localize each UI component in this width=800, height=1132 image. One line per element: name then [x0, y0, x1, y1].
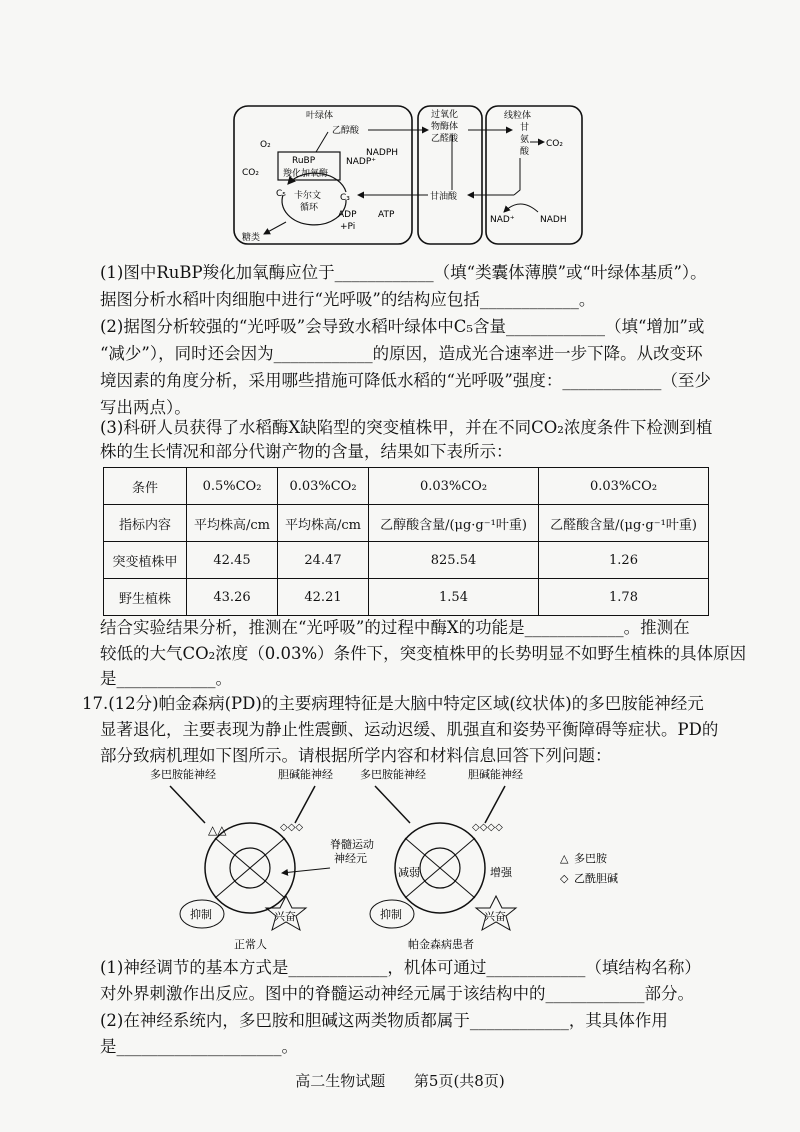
ach-neuron-label: 胆碱能神经 [278, 768, 333, 781]
q17-line-6: (2)在神经系统内，多巴胺和胆碱这两类物质都属于____________，其具体作用 [100, 1011, 668, 1030]
q17-line-4: (1)神经调节的基本方式是____________，机体可通过____________（填结构名称） [100, 958, 701, 977]
table-cell: 乙醇酸含量/(μg·g⁻¹叶重) [369, 505, 539, 542]
table-row [104, 505, 709, 542]
q16-line-7: (3)科研人员获得了水稻酶X缺陷型的突变植株甲，并在不同CO₂浓度条件下检测到植 [100, 418, 713, 437]
glycine-label-2: 氨 [520, 135, 530, 145]
table-row [104, 542, 709, 579]
q16-line-11: 是____________。 [100, 669, 232, 688]
parkinson-diagram [150, 768, 650, 954]
q17-line-2: 显著退化，主要表现为静止性震颤、运动迟缓、肌强直和姿势平衡障碍等症状。PD的 [100, 720, 719, 739]
glycerate-label: 甘油酸 [430, 192, 458, 202]
da-neuron-label: 多巴胺能神经 [150, 768, 216, 781]
co2-label: CO₂ [242, 168, 259, 178]
da-neuron-label-2: 多巴胺能神经 [360, 768, 426, 781]
table-row [104, 468, 709, 505]
table-cell: 指标内容 [104, 505, 187, 542]
q17-line-1: 17.(12分)帕金森病(PD)的主要病理特征是大脑中特定区域(纹状体)的多巴胺能神经元 [82, 694, 704, 713]
q17-line-7: 是____________________。 [100, 1037, 298, 1056]
nadph-label: NADPH [366, 148, 399, 158]
mitochondrion-label: 线粒体 [504, 111, 532, 121]
glycine-label-3: 酸 [520, 147, 530, 157]
normal-label: 正常人 [234, 938, 267, 951]
q16-line-10: 较低的大气CO₂浓度（0.03%）条件下，突变植株甲的长势明显不如野生植株的具体原因 [100, 644, 747, 663]
table-cell: 825.54 [369, 542, 539, 579]
weaken-label: 减弱 [398, 866, 420, 879]
page-footer [0, 1070, 800, 1091]
motor-neuron-label-2: 神经元 [334, 852, 367, 865]
peroxisome-label-1: 过氧化 [431, 110, 459, 120]
table-cell: 43.26 [187, 579, 278, 616]
q16-line-8: 株的生长情况和部分代谢产物的含量，结果如下表所示： [100, 442, 513, 461]
table-cell: 突变植株甲 [104, 542, 187, 579]
ach-diamond-icon: ◇◇◇ [280, 822, 304, 833]
result-table [103, 467, 709, 616]
adp-label: ADP [338, 210, 357, 220]
ach-neuron-label-2: 胆碱能神经 [468, 768, 523, 781]
table-cell: 24.47 [278, 542, 369, 579]
q16-line-9: 结合实验结果分析，推测在“光呼吸”的过程中酶X的功能是____________。推测在 [100, 618, 690, 637]
photorespiration-diagram [228, 100, 588, 250]
strengthen-label: 增强 [490, 866, 512, 879]
q16-line-4: “减少”），同时还会因为____________的原因，造成光合速率进一步下降。从改变环 [100, 344, 703, 363]
rubp-label: RuBP [292, 156, 316, 166]
footer-page: 第5页(共8页) [413, 1072, 505, 1090]
table-cell: 42.45 [187, 542, 278, 579]
table-cell: 野生植株 [104, 579, 187, 616]
q16-line-6: 写出两点）。 [100, 398, 191, 417]
calvin-label-1: 卡尔文 [294, 191, 322, 201]
o2-label: O₂ [260, 140, 271, 150]
atp-label: ATP [378, 210, 395, 220]
table-cell: 0.03%CO₂ [369, 468, 539, 505]
da-triangle-icon: △△ [208, 823, 227, 837]
inhibit-label-normal: 抑制 [190, 908, 212, 921]
glycine-label-1: 甘 [520, 123, 530, 133]
inhibit-label-patient: 抑制 [380, 908, 402, 921]
table-cell: 平均株高/cm [187, 505, 278, 542]
table-cell: 平均株高/cm [278, 505, 369, 542]
nadh-label: NADH [540, 215, 567, 225]
q16-line-5: 境因素的角度分析，采用哪些措施可降低水稻的“光呼吸”强度：____________（至少 [100, 371, 711, 390]
table-cell: 1.78 [539, 579, 709, 616]
table-cell: 乙醛酸含量/(μg·g⁻¹叶重) [539, 505, 709, 542]
adp-label-2: +Pi [340, 222, 356, 232]
c3-label: C₃ [340, 193, 350, 203]
peroxisome-label-3: 乙醛酸 [431, 134, 459, 144]
table-cell: 0.03%CO₂ [539, 468, 709, 505]
legend-ach-icon: ◇ [560, 872, 569, 885]
legend-da-icon: △ [560, 852, 569, 865]
patient-label: 帕金森病患者 [408, 938, 474, 951]
table-cell: 0.03%CO₂ [278, 468, 369, 505]
table-row [104, 579, 709, 616]
table-cell: 条件 [104, 468, 187, 505]
q17-line-5: 对外界刺激作出反应。图中的脊髓运动神经元属于该结构中的____________部分。 [100, 984, 694, 1003]
peroxisome-label-2: 物酶体 [431, 122, 459, 132]
excite-label-normal: 兴奋 [274, 910, 296, 923]
legend-da-label: 多巴胺 [574, 852, 607, 865]
q16-line-3: (2)据图分析较强的“光呼吸”会导致水稻叶绿体中C₅含量____________（填“增加”或 [100, 317, 705, 336]
c5-label: C₅ [276, 189, 286, 199]
chloroplast-label: 叶绿体 [306, 111, 334, 121]
table-cell: 1.54 [369, 579, 539, 616]
table-cell: 1.26 [539, 542, 709, 579]
glycolate-label: 乙醇酸 [332, 126, 360, 136]
table-cell: 0.5%CO₂ [187, 468, 278, 505]
calvin-label-2: 循环 [300, 203, 319, 213]
q16-line-1: (1)图中RuBP羧化加氧酶应位于____________（填“类囊体薄膜”或“叶绿体基质”）。 [100, 263, 707, 282]
footer-subject: 高二生物试题 [295, 1072, 386, 1090]
nad-label: NAD⁺ [490, 215, 515, 225]
sugar-label: 糖类 [242, 233, 261, 243]
q17-line-3: 部分致病机理如下图所示。请根据所学内容和材料信息回答下列问题： [100, 746, 612, 765]
motor-neuron-label-1: 脊髓运动 [330, 838, 374, 851]
co2-out-label: CO₂ [546, 139, 563, 149]
rubp-label-2: 羧化加氧酶 [283, 169, 329, 179]
excite-label-patient: 兴奋 [484, 910, 506, 923]
table-cell: 42.21 [278, 579, 369, 616]
nadp-label: NADP⁺ [346, 157, 376, 167]
legend-ach-label: 乙酰胆碱 [574, 872, 618, 885]
ach-diamond-icon-2: ◇◇◇◇ [472, 822, 503, 833]
q16-line-2: 据图分析水稻叶肉细胞中进行“光呼吸”的结构应包括____________。 [100, 290, 596, 309]
